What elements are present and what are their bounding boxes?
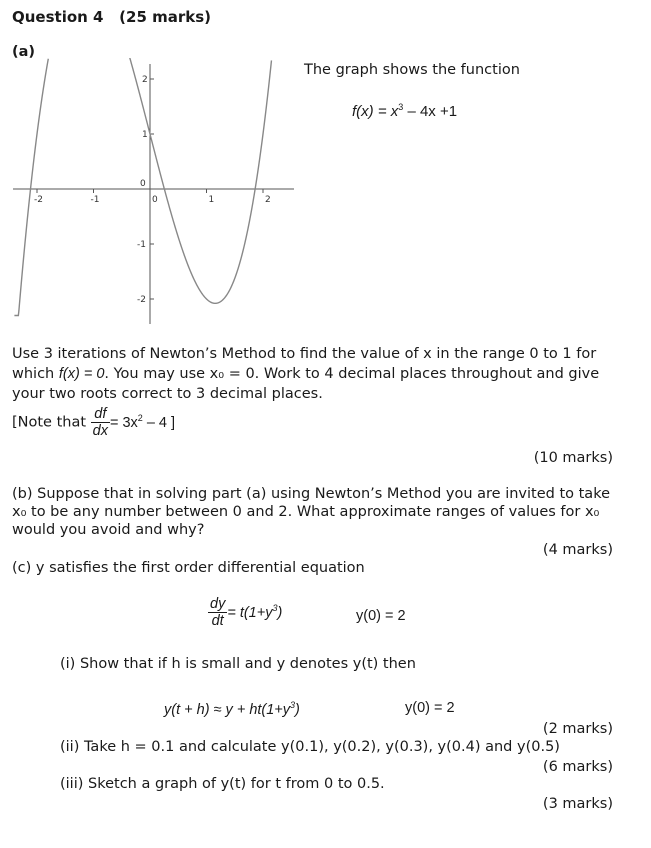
function-formula [352,102,457,120]
y-tick-label: -1 [137,240,146,250]
part-c-i: (i) Show that if h is small and y denotes y(t) then [60,656,416,672]
de-den: dt [211,613,224,629]
frac-num: df [91,406,110,423]
instruction-line-2a: which [12,366,59,382]
differential-equation [208,596,282,629]
x-tick-label: 0 [152,195,158,205]
graph-caption: The graph shows the function [304,62,520,78]
x-tick-label: -2 [34,195,43,205]
x-tick-label: 1 [208,195,215,205]
de-num: dy [210,596,226,612]
part-c-i-marks: (2 marks) [542,721,613,737]
note-rhs-text: = 3x [109,415,138,432]
function-f: f(x) = x [352,103,399,120]
function-graph [10,58,296,328]
approx-initial-condition: y(0) = 2 [405,700,455,716]
part-a-marks: (10 marks) [533,450,613,466]
de-close: ) [277,605,283,622]
instruction-line-3: your two roots correct to 3 decimal places. [12,386,323,402]
x-tick-label: 2 [265,195,271,205]
frac-den: dx [92,423,108,439]
part-b-question [12,484,610,540]
y-tick-label: 2 [142,75,148,85]
note-prefix: [Note that [12,414,91,431]
derivative-fraction [91,406,110,439]
approx-close: ) [295,701,300,718]
question-marks: (25 marks) [119,8,212,26]
de-fraction [208,596,227,629]
part-c-ii: (ii) Take h = 0.1 and calculate y(0.1), y(0.2), y(0.3), y(0.4) and y(0.5) [60,739,560,755]
de-rhs-text: = t(1+y [227,605,273,622]
part-c-intro: (c) y satisfies the first order differential equation [12,560,365,576]
note-exp: 2 [137,413,143,424]
part-a-label: (a) [12,44,36,60]
x-tick-label: -1 [90,195,100,205]
y-tick-label: -2 [137,295,146,305]
part-b-line-1: (b) Suppose that in solving part (a) using Newton’s Method you are invited to take [12,486,610,502]
approx-exp: 3 [290,700,296,710]
question-title [12,8,211,26]
note-rhs [110,415,175,431]
question-number: Question 4 [12,8,104,26]
y-tick-label: 0 [140,179,146,189]
initial-condition: y(0) = 2 [356,608,406,624]
part-b-line-3: would you avoid and why? [12,522,205,538]
equation-f-zero: f(x) = 0 [58,366,105,382]
function-exp: 3 [398,102,404,112]
part-a-instruction [12,344,599,404]
function-rest: – 4x +1 [403,103,458,120]
part-b-line-2: x₀ to be any number between 0 and 2. What approximate ranges of values for x₀ [12,504,600,520]
instruction-line-1: Use 3 iterations of Newton’s Method to find the value of x in the range 0 to 1 for [12,346,597,362]
part-b-marks: (4 marks) [542,542,613,558]
y-tick-label: 1 [142,130,148,140]
de-rhs [227,605,282,621]
note-rest: – 4 ] [142,415,176,432]
euler-approximation [164,700,300,718]
part-c-iii: (iii) Sketch a graph of y(t) for t from 0 to 0.5. [60,776,385,792]
part-c-ii-marks: (6 marks) [542,759,613,775]
instruction-line-2 [12,364,599,384]
instruction-line-2b: . You may use x₀ = 0. Work to 4 decimal places throughout and give [104,366,600,382]
approx-lhs: y(t + h) ≈ y + ht(1+y [164,701,291,718]
de-exp: 3 [272,603,278,614]
part-c-iii-marks: (3 marks) [542,796,613,812]
derivative-note [12,406,175,439]
